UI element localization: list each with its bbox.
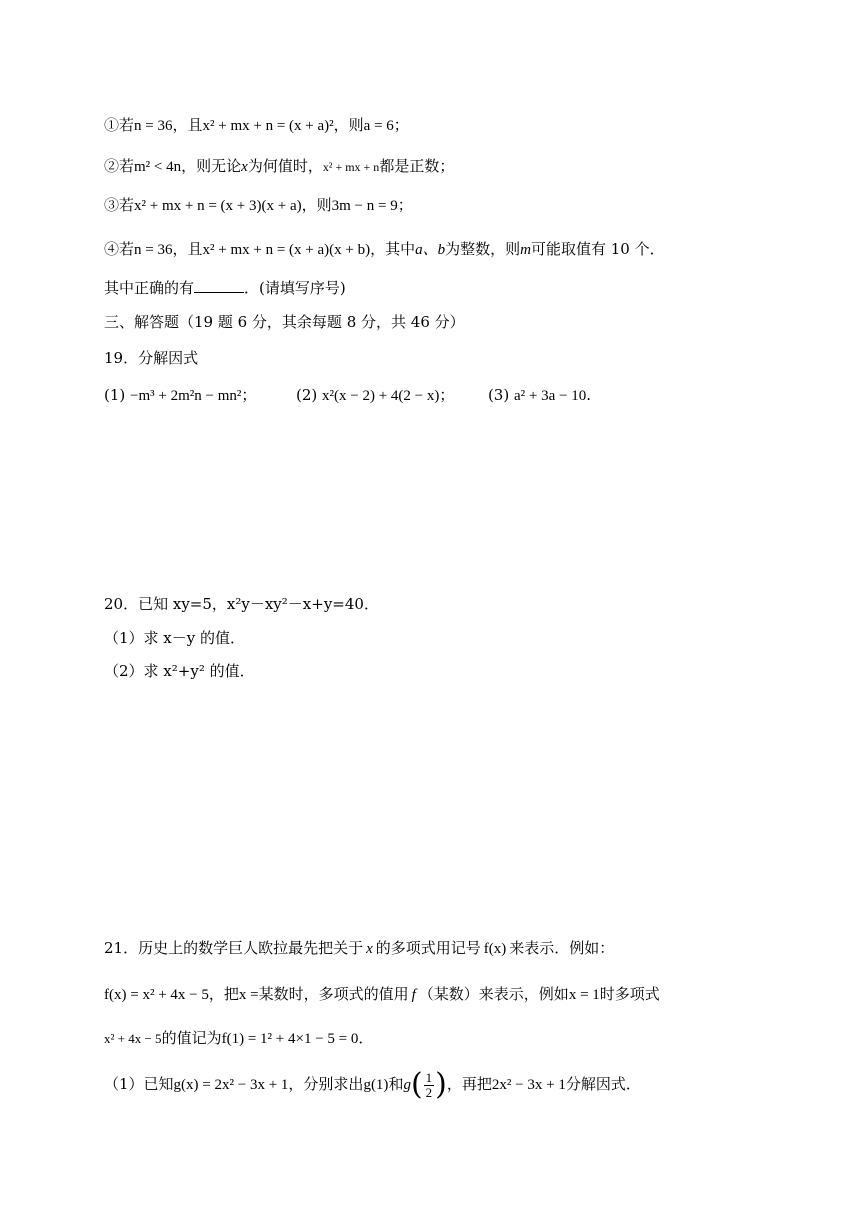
right-paren: ) xyxy=(435,1067,447,1102)
statement-1-equation: x² + mx + n = (x + a)² xyxy=(202,118,334,134)
statement-4-condition: n = 36 xyxy=(134,242,173,258)
statement-1-conclusion: a = 6 xyxy=(363,118,394,134)
q19-part1-label: (1) xyxy=(104,386,126,404)
statement-4-equation: x² + mx + n = (x + a)(x + b) xyxy=(202,242,371,258)
left-paren: ( xyxy=(410,1067,423,1102)
statement-3-equation: x² + mx + n = (x + 3)(x + a) xyxy=(134,198,302,214)
q21-x-equals-1: x = 1 xyxy=(568,987,600,1003)
statement-1-prefix: ①若 xyxy=(104,116,135,134)
statement-4-var: m xyxy=(520,242,531,258)
statement-4-end: 可能取值有 10 个． xyxy=(531,240,665,258)
statement-4-connector-2: ，其中 xyxy=(370,240,416,258)
q19-part2-label: (2) xyxy=(295,386,318,404)
q21-example-function: f(x) = x² + 4x − 5 xyxy=(104,987,209,1003)
question-21-part-1 xyxy=(104,1066,641,1103)
statement-1-connector: ，且 xyxy=(172,116,203,134)
q21-text-4: ，把 xyxy=(208,985,239,1003)
q21-text-5: 某数时，多项式的值用 xyxy=(258,985,409,1003)
statement-2-end: 都是正数； xyxy=(379,157,455,175)
answer-prompt-text: 其中正确的有 xyxy=(104,279,195,297)
q21-f1-evaluation: f(1) = 1² + 4×1 − 5 = 0 xyxy=(221,1031,359,1047)
question-19-title: 19．分解因式 xyxy=(104,349,199,367)
q21-part1-text-3: 和 xyxy=(388,1075,404,1093)
fraction-numerator: 1 xyxy=(425,1069,433,1085)
q19-part2-expression: x²(x − 2) + 4(2 − x) xyxy=(322,388,440,404)
statement-1-end: ； xyxy=(393,116,409,134)
statement-3-connector: ，则 xyxy=(301,196,332,214)
question-21-line-3 xyxy=(104,1027,373,1050)
q19-part3-end: . xyxy=(586,386,591,404)
answer-prompt-hint: ．(请填写序号) xyxy=(244,279,346,297)
q19-part3-expression: a² + 3a − 10 xyxy=(513,388,587,404)
q21-text-8: 的值记为 xyxy=(161,1029,222,1047)
q19-part1-end: ； xyxy=(241,386,257,404)
statement-2-var: x xyxy=(241,159,248,175)
statement-1-connector-2: ，则 xyxy=(333,116,364,134)
statement-4-vars: a、b xyxy=(415,242,446,258)
q21-text-9: ． xyxy=(358,1029,374,1047)
q19-part1-expression: −m³ + 2m²n − mn² xyxy=(130,388,242,404)
q21-var-x: x xyxy=(366,941,373,957)
statement-2-expression: x² + mx + n xyxy=(322,160,380,174)
q21-part1-text-2: ，分别求出 xyxy=(288,1075,364,1093)
answer-prompt xyxy=(104,277,346,299)
q21-fraction-one-half xyxy=(424,1071,435,1100)
statement-2-prefix: ②若 xyxy=(104,157,135,175)
q21-quadratic: 2x² − 3x + 1 xyxy=(491,1077,566,1093)
statement-4-prefix: ④若 xyxy=(104,240,135,258)
q21-part1-text-5: 分解因式． xyxy=(565,1075,641,1093)
question-20-part-1: （1）求 x－y 的值． xyxy=(104,629,246,647)
question-20-title: 20．已知 xy=5，x²y－xy²－x+y=40． xyxy=(104,595,379,613)
q21-x-equals: x = xyxy=(238,987,259,1003)
q21-polynomial: x² + 4x − 5 xyxy=(104,1031,162,1046)
statement-4-connector: ，且 xyxy=(172,240,203,258)
section-title: 三、解答题（19 题 6 分，其余每题 8 分，共 46 分） xyxy=(104,313,465,331)
statement-2 xyxy=(104,155,454,178)
q21-text-6: （某数）来表示，例如 xyxy=(418,985,569,1003)
question-21-line-1 xyxy=(104,937,614,960)
statement-2-connector-2: 为何值时， xyxy=(247,157,323,175)
q21-text-1: 21．历史上的数学巨人欧拉最先把关于 xyxy=(104,939,364,957)
q21-f-symbol: f xyxy=(411,987,416,1003)
q21-text-3: 来表示．例如： xyxy=(509,939,615,957)
statement-2-condition: m² < 4n xyxy=(134,159,182,175)
answer-blank[interactable] xyxy=(194,278,244,293)
q21-part1-text-4: ，再把 xyxy=(446,1075,492,1093)
statement-4 xyxy=(104,238,665,261)
q21-g-symbol: g xyxy=(403,1077,411,1093)
statement-2-connector: ，则无论 xyxy=(181,157,242,175)
statement-3-conclusion: 3m − n = 9 xyxy=(331,198,398,214)
q19-part3-label: (3) xyxy=(487,386,510,404)
statement-4-connector-3: 为整数，则 xyxy=(445,240,521,258)
q21-fx-notation: f(x) xyxy=(483,941,507,957)
q21-text-7: 时多项式 xyxy=(599,985,660,1003)
statement-3-prefix: ③若 xyxy=(104,196,135,214)
q19-part2-end: ； xyxy=(439,386,455,404)
q21-part1-text-1: （1）已知 xyxy=(104,1075,174,1093)
q21-gx-definition: g(x) = 2x² − 3x + 1 xyxy=(173,1077,289,1093)
fraction-denominator: 2 xyxy=(425,1084,433,1100)
question-20-part-2: （2）求 x²+y² 的值． xyxy=(104,662,255,680)
question-19-parts xyxy=(104,384,591,407)
statement-3 xyxy=(104,194,413,217)
statement-3-end: ； xyxy=(397,196,413,214)
q21-text-2: 的多项式用记号 xyxy=(375,939,481,957)
question-21-line-2 xyxy=(104,983,660,1006)
q21-g1: g(1) xyxy=(363,1077,389,1093)
statement-1 xyxy=(104,114,409,137)
statement-1-condition: n = 36 xyxy=(134,118,173,134)
